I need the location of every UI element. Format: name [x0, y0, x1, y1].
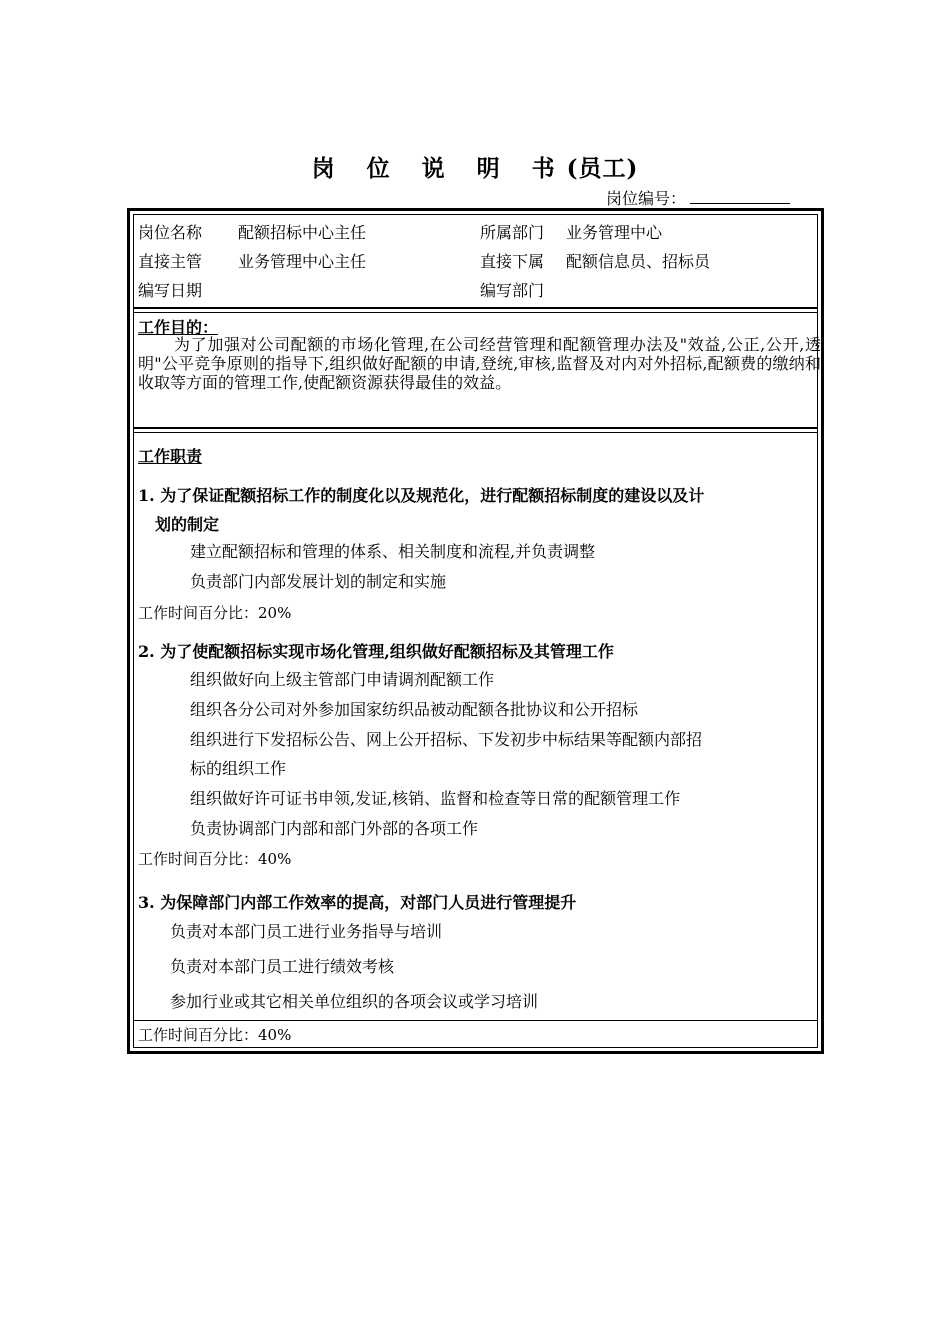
list-item: 建立配额招标和管理的体系、相关制度和流程,并负责调整: [190, 542, 596, 561]
position-number-label: 岗位编号：: [606, 189, 687, 208]
row-department: [480, 223, 662, 243]
writer-dept-label: 编写部门: [480, 281, 545, 300]
supervisor-value: 业务管理中心主任: [238, 252, 367, 271]
purpose-heading: 工作目的：: [138, 318, 219, 337]
date-label: 编写日期: [138, 281, 203, 300]
title-main: 岗 位 说 明 书: [311, 155, 567, 182]
list-item: 负责协调部门内部和部门外部的各项工作: [190, 819, 479, 838]
supervisor-label: 直接主管: [138, 252, 203, 271]
duty-section-3-title: 3. 为保障部门内部工作效率的提高，对部门人员进行管理提升: [138, 893, 577, 912]
row-subordinate: [480, 252, 710, 272]
subordinate-label: 直接下属: [480, 252, 545, 271]
list-item: 组织做好向上级主管部门申请调剂配额工作: [190, 670, 495, 689]
subordinate-value: 配额信息员、招标员: [566, 252, 711, 271]
divider: [134, 1020, 817, 1021]
list-item: 参加行业或其它相关单位组织的各项会议或学习培训: [170, 992, 539, 1011]
position-name-value: 配额招标中心主任: [238, 223, 367, 242]
document-title: [0, 150, 950, 183]
row-supervisor: [138, 252, 366, 272]
duty-section-2-title: 2. 为了使配额招标实现市场化管理,组织做好配额招标及其管理工作: [138, 642, 614, 661]
row-position-name: [138, 223, 366, 243]
time-percent-2: 工作时间百分比：40%: [138, 850, 292, 868]
time-percent-3: 工作时间百分比：40%: [138, 1026, 292, 1044]
list-item: 组织各分公司对外参加国家纺织品被动配额各批协议和公开招标: [190, 700, 639, 719]
list-item: 组织进行下发招标公告、网上公开招标、下发初步中标结果等配额内部招: [190, 730, 703, 749]
department-label: 所属部门: [480, 223, 545, 242]
department-value: 业务管理中心: [566, 223, 663, 242]
row-date: [138, 281, 238, 301]
divider: [134, 307, 817, 313]
position-name-label: 岗位名称: [138, 223, 203, 242]
list-item: 负责对本部门员工进行绩效考核: [170, 957, 395, 976]
title-suffix: (员工): [566, 155, 639, 182]
purpose-text: 为了加强对公司配额的市场化管理,在公司经营管理和配额管理办法及"效益,公正,公开,透明"公平竞争原则的指导下,组织做好配额的申请,登统,审核,监督及对内对外招标,配额费的缴纳和收取等方面的管理工作,使配额资源获得最佳的效益。: [138, 335, 821, 392]
job-description-table: [127, 208, 824, 1054]
duty-section-1-title: 1. 为了保证配额招标工作的制度化以及规范化，进行配额招标制度的建设以及计 划的制定: [138, 486, 705, 534]
list-item: 负责部门内部发展计划的制定和实施: [190, 572, 447, 591]
list-item-continuation: 标的组织工作: [190, 759, 287, 778]
row-writer-dept: [480, 281, 566, 301]
divider: [134, 427, 817, 433]
list-item: 负责对本部门员工进行业务指导与培训: [170, 922, 443, 941]
duties-heading: 工作职责: [138, 447, 203, 466]
list-item: 组织做好许可证书申领,发证,核销、监督和检查等日常的配额管理工作: [190, 789, 681, 808]
position-number: [606, 186, 790, 209]
position-number-field[interactable]: [690, 188, 790, 204]
time-percent-1: 工作时间百分比：20%: [138, 604, 292, 622]
